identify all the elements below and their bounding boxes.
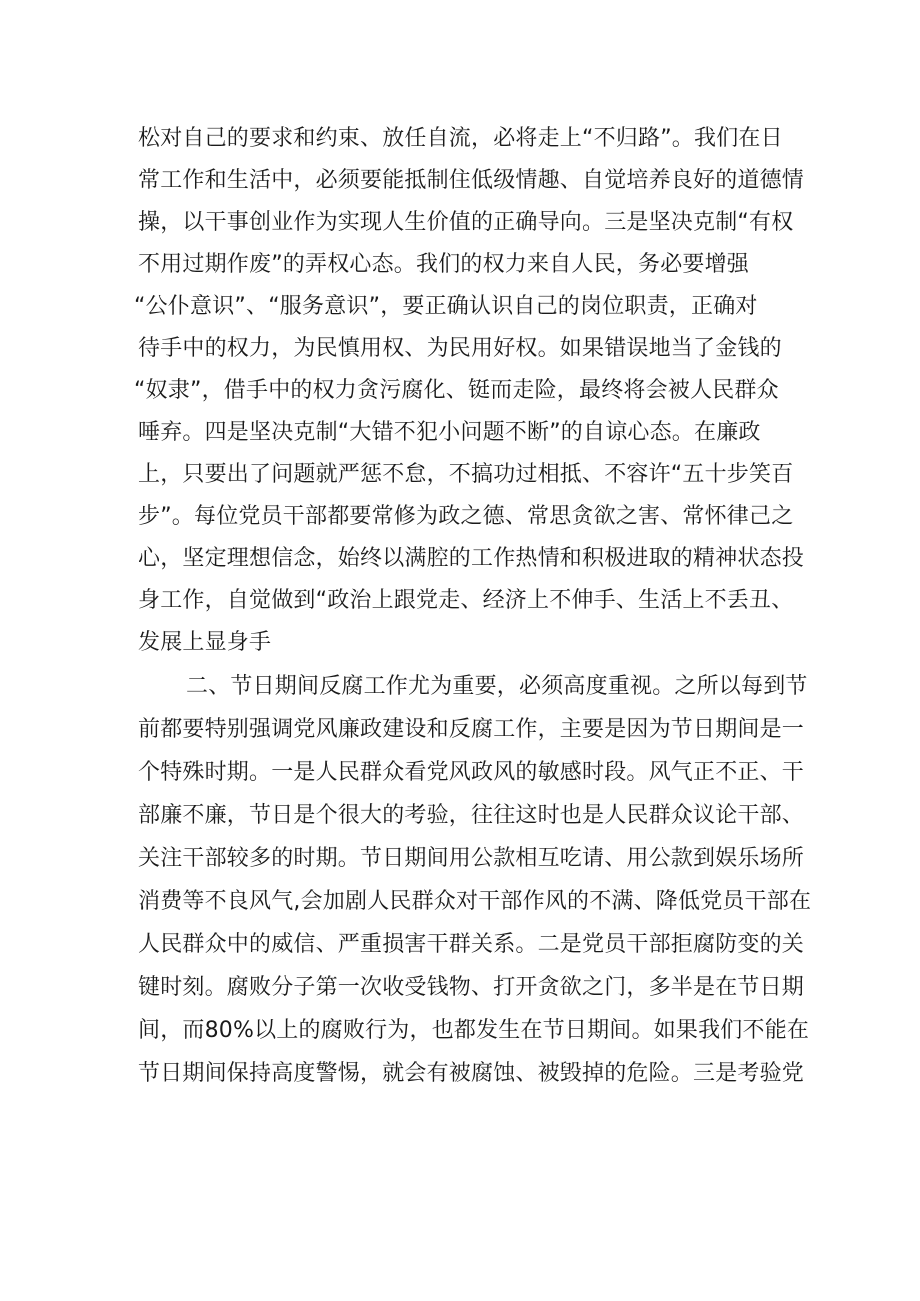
- text-line: 部廉不廉，节日是个很大的考验，往往这时也是人民群众议论干部、: [138, 803, 805, 828]
- text-line: 间，而80%以上的腐败行为，也都发生在节日期间。如果我们不能在: [138, 1018, 810, 1043]
- text-line: 键时刻。腐败分子第一次收受钱物、打开贪欲之门，多半是在节日期: [138, 975, 805, 1000]
- text-line: “公仆意识”、“服务意识”，要正确认识自己的岗位职责，正确对: [134, 294, 758, 319]
- text-line: 身工作，自觉做到“政治上跟党走、经济上不伸手、生活上不丢丑、: [138, 588, 794, 613]
- text-line: 操，以干事创业作为实现人生价值的正确导向。三是坚决克制“有权: [138, 210, 794, 235]
- text-line: 前都要特别强调党风廉政建设和反腐工作，主要是因为节日期间是一: [138, 717, 805, 742]
- text-line: “奴隶”，借手中的权力贪污腐化、铤而走险，最终将会被人民群众: [134, 378, 779, 403]
- text-line: 心，坚定理想信念，始终以满腔的工作热情和积极进取的精神状态投: [138, 546, 805, 571]
- text-line: 人民群众中的威信、严重损害干群关系。二是党员干部拒腐防变的关: [138, 932, 805, 957]
- text-line: 不用过期作废”的弄权心态。我们的权力来自人民，务必要增强: [138, 252, 749, 277]
- text-line: 常工作和生活中，必须要能抵制住低级情趣、自觉培养良好的道德情: [138, 168, 805, 193]
- text-line: 关注干部较多的时期。节日期间用公款相互吃请、用公款到娱乐场所: [138, 846, 805, 871]
- text-line: 上，只要出了问题就严惩不怠，不搞功过相抵、不容许“五十步笑百: [138, 462, 794, 487]
- text-line: 待手中的权力，为民慎用权、为民用好权。如果错误地当了金钱的: [138, 336, 782, 361]
- paragraph-start-line: 二、节日期间反腐工作尤为重要，必须高度重视。之所以每到节: [186, 674, 808, 699]
- text-line: 步”。每位党员干部都要常修为政之德、常思贪欲之害、常怀律己之: [138, 504, 794, 529]
- text-line: 松对自己的要求和约束、放任自流，必将走上“不归路”。我们在日: [138, 126, 783, 151]
- text-line: 发展上显身手: [138, 630, 272, 655]
- text-line: 个特殊时期。一是人民群众看党风政风的敏感时段。风气正不正、干: [138, 760, 805, 785]
- text-line: 唾弃。四是坚决克制“大错不犯小问题不断”的自谅心态。在廉政: [138, 420, 761, 445]
- text-line: 消费等不良风气,会加剧人民群众对干部作风的不满、降低党员干部在: [138, 889, 812, 914]
- text-line: 节日期间保持高度警惕，就会有被腐蚀、被毁掉的危险。三是考验党: [138, 1061, 805, 1086]
